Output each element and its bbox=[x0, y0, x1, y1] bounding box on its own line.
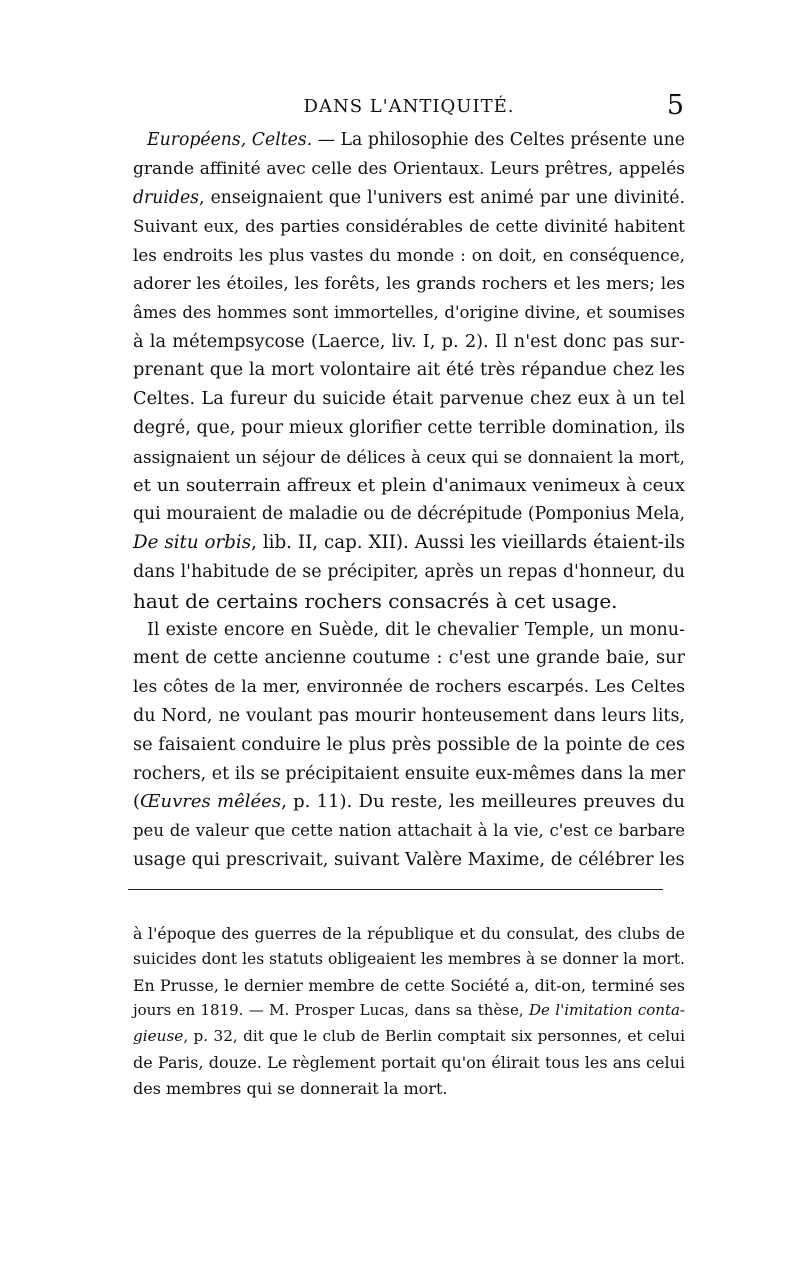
text-line bbox=[133, 241, 685, 270]
running-title: DANS L'ANTIQUITÉ. bbox=[303, 96, 515, 117]
text-line bbox=[133, 760, 685, 789]
text-run: dans l'habitude de se précipiter, après un repas d'honneur, du bbox=[133, 561, 685, 582]
text-line bbox=[133, 616, 685, 645]
text-line bbox=[133, 973, 685, 999]
text-line bbox=[133, 702, 685, 731]
text-line bbox=[133, 921, 685, 947]
text-run: suicides dont les statuts obligeaient les membres à se donner la mort. bbox=[133, 949, 685, 968]
text-run: , enseignaient que l'univers est animé par une divinité. bbox=[199, 187, 685, 208]
text-run: , p. 32, dit que le club de Berlin comptait six personnes, et celui bbox=[183, 1027, 685, 1046]
text-run: ment de cette ancienne coutume : c'est une grande baie, sur bbox=[133, 648, 685, 669]
text-run: haut de certains rochers consacrés à cet usage. bbox=[133, 588, 618, 613]
text-line bbox=[133, 328, 685, 357]
text-run: âmes des hommes sont immortelles, d'origine divine, et soumises bbox=[133, 302, 685, 322]
text-line bbox=[133, 947, 685, 973]
text-line bbox=[133, 184, 685, 213]
text-line bbox=[133, 155, 685, 184]
text-run: ( bbox=[133, 791, 141, 813]
text-line bbox=[133, 443, 685, 472]
text-line bbox=[133, 817, 685, 846]
italic-text: druides bbox=[133, 187, 200, 208]
italic-text: Européens, Celtes. bbox=[147, 130, 313, 150]
italic-text: De situ orbis bbox=[133, 532, 252, 554]
text-line bbox=[133, 587, 685, 616]
text-line bbox=[133, 846, 685, 875]
text-run: grande affinité avec celle des Orientaux. Leurs prêtres, appelés bbox=[133, 158, 685, 179]
body-text bbox=[133, 126, 685, 875]
text-run: se faisaient conduire le plus près possible de la pointe de ces bbox=[133, 734, 685, 755]
text-run: à la métempsycose (Laerce, liv. I, p. 2). Il n'est donc pas sur- bbox=[133, 331, 685, 352]
text-line bbox=[133, 788, 685, 817]
text-line bbox=[133, 731, 685, 760]
text-run: de Paris, douze. Le règlement portait qu'on élirait tous les ans celui bbox=[133, 1052, 685, 1072]
text-line bbox=[133, 1050, 685, 1076]
text-run: prenant que la mort volontaire ait été très répandue chez les bbox=[133, 360, 685, 381]
text-run: adorer les étoiles, les forêts, les grands rochers et les mers; les bbox=[133, 273, 685, 294]
text-run: peu de valeur que cette nation attachait à la vie, c'est ce barbare bbox=[133, 821, 685, 841]
text-line bbox=[133, 385, 685, 414]
footnote-rule bbox=[128, 889, 663, 890]
text-line bbox=[133, 529, 685, 558]
text-line bbox=[133, 299, 685, 328]
text-run: et un souterrain affreux et plein d'animaux venimeux à ceux bbox=[133, 474, 685, 496]
text-line bbox=[133, 998, 685, 1024]
text-run: du Nord, ne voulant pas mourir honteusement dans leurs lits, bbox=[133, 705, 685, 726]
text-line bbox=[133, 500, 685, 529]
italic-text: De l'imitation conta- bbox=[529, 1001, 685, 1020]
italic-text: gieuse bbox=[133, 1027, 184, 1046]
text-run: jours en 1819. — M. Prosper Lucas, dans sa thèse, bbox=[133, 1001, 529, 1020]
text-run: degré, que, pour mieux glorifier cette terrible domination, ils bbox=[133, 417, 685, 438]
text-run: des membres qui se donnerait la mort. bbox=[133, 1078, 448, 1098]
text-run: à l'époque des guerres de la république et du consulat, des clubs de bbox=[133, 924, 685, 943]
text-run: assignaient un séjour de délices à ceux qui se donnaient la mort, bbox=[133, 446, 685, 467]
text-run: qui mouraient de maladie ou de décrépitude (Pomponius Mela, bbox=[133, 504, 685, 525]
footnote bbox=[133, 921, 685, 1102]
text-line bbox=[133, 1024, 685, 1050]
text-line bbox=[133, 1076, 685, 1102]
text-line bbox=[133, 356, 685, 385]
running-head bbox=[133, 90, 685, 126]
text-line bbox=[133, 673, 685, 702]
text-run: Il existe encore en Suède, dit le chevalier Temple, un monu- bbox=[147, 619, 685, 640]
text-run: Suivant eux, des parties considérables de cette divinité habitent bbox=[133, 216, 685, 237]
text-line bbox=[133, 212, 685, 241]
italic-text: Œuvres mêlées bbox=[140, 791, 282, 813]
text-line bbox=[133, 414, 685, 443]
text-line bbox=[133, 558, 685, 587]
text-run: usage qui prescrivait, suivant Valère Maxime, de célébrer les bbox=[133, 849, 685, 870]
text-run: Celtes. La fureur du suicide était parvenue chez eux à un tel bbox=[133, 389, 685, 410]
text-run: , lib. II, cap. XII). Aussi les vieillards étaient-ils bbox=[251, 532, 685, 554]
text-run: les côtes de la mer, environnée de rochers escarpés. Les Celtes bbox=[133, 677, 685, 698]
text-run: En Prusse, le dernier membre de cette Société a, dit-on, terminé ses bbox=[133, 975, 685, 995]
text-line bbox=[133, 644, 685, 673]
text-line bbox=[133, 472, 685, 501]
text-run: , p. 11). Du reste, les meilleures preuves du bbox=[281, 791, 685, 813]
page-number: 5 bbox=[666, 90, 685, 121]
text-line bbox=[133, 126, 685, 155]
text-run: rochers, et ils se précipitaient ensuite eux-mêmes dans la mer bbox=[133, 763, 686, 784]
text-line bbox=[133, 270, 685, 299]
text-run: — La philosophie des Celtes présente une bbox=[312, 130, 685, 150]
text-run: les endroits les plus vastes du monde : on doit, en conséquence, bbox=[133, 245, 685, 266]
